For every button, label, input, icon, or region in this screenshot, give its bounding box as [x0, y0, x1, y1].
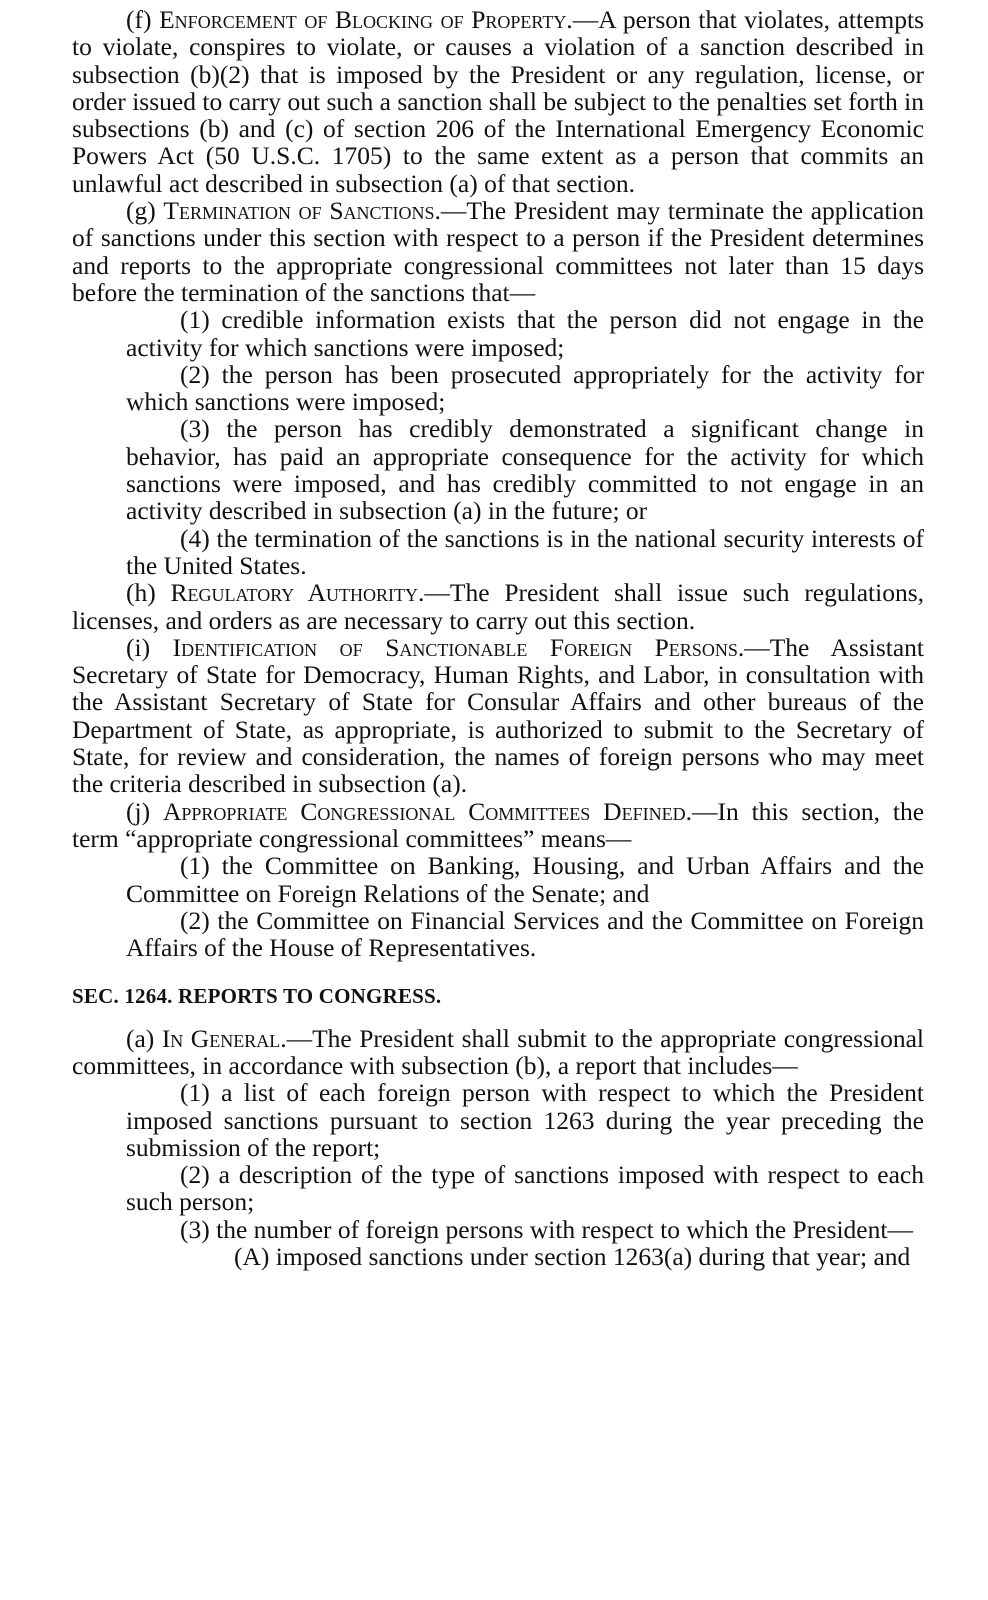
- subsection-text: —The President shall issue such regulations, licenses, and orders as are necessary to carry out this section.: [72, 578, 924, 635]
- paragraph-item: (2) the Committee on Financial Services and the Committee on Foreign Affairs of the House of Representatives.: [126, 905, 924, 963]
- document-page: [72, 6, 924, 1270]
- paragraph-item: (2) the person has been prosecuted appropriately for the activity for which sanctions were imposed;: [126, 359, 924, 417]
- subsection-heading: Identification of Sanctionable Foreign Persons.: [172, 632, 745, 662]
- subsection-text: —The Assistant Secretary of State for Democracy, Human Rights, and Labor, in consultation with the Assistant Secretary of State for Consular Affairs and other bureaus of the Department of State, as appropriate, is authorized to submit to the Secretary of State, for review and consideration, the names of foreign persons who may meet the criteria described in subsection (a).: [72, 632, 925, 799]
- subsection-label: (j): [126, 796, 151, 826]
- subsection-heading: In General.: [161, 1023, 287, 1053]
- section-heading: SEC. 1264. REPORTS TO CONGRESS.: [72, 984, 442, 1009]
- subsection-text: —The President may terminate the application of sanctions under this section with respect to a person if the President determines and reports to the appropriate congressional committees not later than 15 days before the termination of the sanctions that—: [72, 196, 925, 307]
- subsection-g: [72, 197, 924, 306]
- subsection-heading: Enforcement of Blocking of Property.: [159, 5, 573, 34]
- paragraph-item: (2) a description of the type of sanctions imposed with respect to each such person;: [126, 1160, 924, 1217]
- subsection-heading: Appropriate Congressional Committees Defined.: [162, 796, 692, 826]
- paragraph-item: (3) the number of foreign persons with respect to which the President—: [180, 1214, 913, 1244]
- subsection-heading: Termination of Sanctions.: [163, 196, 441, 226]
- subsection-h: [72, 579, 924, 634]
- subsection-i: [72, 634, 924, 798]
- subsection-a: [72, 1025, 924, 1080]
- subsection-label: (a): [126, 1023, 155, 1053]
- subsection-text: —A person that violates, attempts to violate, conspires to violate, or causes a violation of a sanction described in subsection (b)(2) that is imposed by the President or any regulation, license, or order issued to carry out such a sanction shall be subject to the penalties set forth in subsections (b) and (c) of section 206 of the International Emergency Economic Powers Act (50 U.S.C. 1705) to the same extent as a person that commits an unlawful act described in subsection (a) of that section.: [72, 5, 924, 198]
- subsection-label: (h): [126, 578, 156, 608]
- paragraph-item: (4) the termination of the sanctions is in the national security interests of the United States.: [126, 523, 924, 580]
- subsection-label: (g): [126, 196, 156, 226]
- paragraph-item: (3) the person has credibly demonstrated a significant change in behavior, has paid an appropriate consequence for the activity for which sanctions were imposed, and has credibly committed to not engage in an activity described in subsection (a) in the future; or: [126, 414, 924, 526]
- subsection-label: (f): [126, 5, 152, 34]
- paragraph-item: (1) a list of each foreign person with respect to which the President imposed sanctions pursuant to section 1263 during the year preceding the submission of the report;: [126, 1078, 924, 1162]
- subsection-text: —In this section, the term “appropriate congressional committees” means—: [72, 796, 925, 853]
- subparagraph-item: (A) imposed sanctions under section 1263(a) during that year; and: [234, 1242, 911, 1272]
- subsection-label: (i): [126, 632, 151, 662]
- subsection-j: [72, 798, 924, 853]
- subsection-heading: Regulatory Authority.: [170, 578, 425, 608]
- subsection-f: [72, 6, 924, 197]
- paragraph-item: (1) the Committee on Banking, Housing, and Urban Affairs and the Committee on Foreign Relations of the Senate; and: [126, 851, 924, 908]
- subsection-text: —The President shall submit to the appropriate congressional committees, in accordance with subsection (b), a report that includes—: [72, 1023, 924, 1080]
- paragraph-item: (1) credible information exists that the person did not engage in the activity for which sanctions were imposed;: [126, 305, 924, 362]
